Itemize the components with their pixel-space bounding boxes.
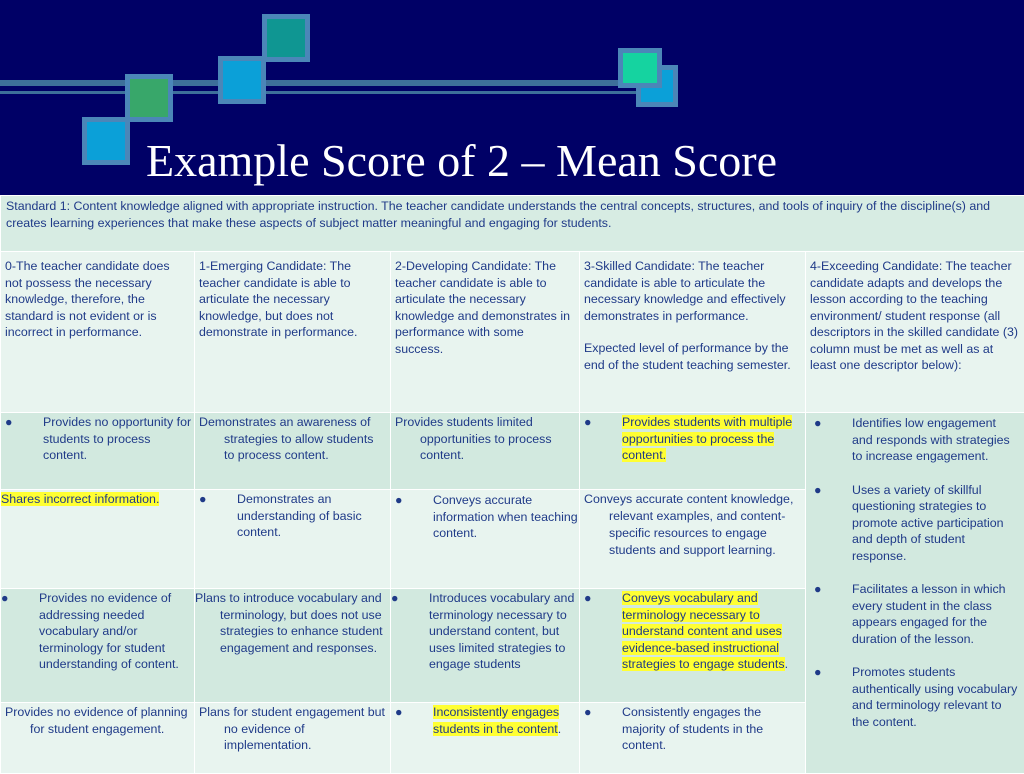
decor-square bbox=[262, 14, 310, 62]
level-0-header: 0-The teacher candidate does not possess the necessary knowledge, therefore, the standard is not evident or is incorrect in performance. bbox=[1, 252, 195, 413]
table-row bbox=[1, 413, 1024, 490]
r1-level-0 bbox=[1, 413, 195, 490]
level-4-header: 4-Exceeding Candidate: The teacher candidate adapts and develops the lesson according to the teaching environment/ student response (all descriptors in the skilled candidate (3) column must be met as well as at least one descriptor below): bbox=[806, 252, 1024, 413]
decor-line bbox=[0, 91, 660, 94]
bullet: ● bbox=[814, 664, 852, 730]
cell-text: Introduces vocabulary and terminology necessary to understand content, but uses limited strategies to engage students bbox=[429, 590, 579, 673]
r4-level-1 bbox=[195, 703, 391, 774]
r2-level-2 bbox=[391, 490, 580, 589]
exceeding-item: Identifies low engagement and responds with strategies to increase engagement. bbox=[852, 415, 1020, 465]
table-row bbox=[1, 196, 1024, 252]
r1-level-1 bbox=[195, 413, 391, 490]
decor-square bbox=[82, 117, 130, 165]
r2-level-3 bbox=[580, 490, 806, 589]
table-row bbox=[1, 252, 1024, 413]
r1-level-2 bbox=[391, 413, 580, 490]
r4-level-2 bbox=[391, 703, 580, 774]
cell-text: Provides no evidence of addressing needed vocabulary and/or terminology for student understanding of content. bbox=[39, 590, 194, 673]
bullet: ● bbox=[395, 704, 433, 737]
cell-text: Provides no opportunity for students to process content. bbox=[43, 414, 194, 464]
cell-text: Demonstrates an understanding of basic content. bbox=[237, 491, 390, 541]
bullet: ● bbox=[391, 590, 429, 673]
cell-text: Provides students with multiple opportunities to process the content. bbox=[622, 415, 792, 462]
cell-text: Provides no evidence of planning for student engagement. bbox=[5, 704, 190, 737]
bullet: ● bbox=[814, 581, 852, 647]
r4-level-3 bbox=[580, 703, 806, 774]
bullet: ● bbox=[584, 590, 622, 673]
r1-level-3 bbox=[580, 413, 806, 490]
slide-header bbox=[0, 0, 1024, 195]
bullet: ● bbox=[5, 414, 43, 464]
cell-text: Plans for student engagement but no evidence of implementation. bbox=[199, 704, 386, 754]
r3-level-1 bbox=[195, 589, 391, 703]
bullet: ● bbox=[199, 491, 237, 541]
r2-level-1 bbox=[195, 490, 391, 589]
r3-level-2 bbox=[391, 589, 580, 703]
bullet: ● bbox=[814, 482, 852, 565]
cell-text: Plans to introduce vocabulary and terminology, but does not use strategies to enhance student engagement and responses. bbox=[195, 590, 386, 656]
r3-level-3 bbox=[580, 589, 806, 703]
level-3-description: 3-Skilled Candidate: The teacher candidate is able to articulate the necessary knowledge and effectively demonstrates in performance. bbox=[584, 258, 801, 324]
bullet: ● bbox=[395, 492, 433, 542]
cell-text: Conveys accurate information when teaching content. bbox=[433, 492, 579, 542]
level-2-header: 2-Developing Candidate: The teacher candidate is able to articulate the necessary knowledge and demonstrates in performance with some success. bbox=[391, 252, 580, 413]
bullet: ● bbox=[584, 414, 622, 464]
decor-square bbox=[218, 56, 266, 104]
cell-text: Consistently engages the majority of students in the content. bbox=[622, 704, 805, 754]
bullet: ● bbox=[814, 415, 852, 465]
r4-level-0 bbox=[1, 703, 195, 774]
cell-text: Inconsistently engages students in the content bbox=[433, 705, 559, 736]
cell-text-end: . bbox=[558, 722, 561, 736]
decor-line bbox=[0, 80, 660, 86]
r2-level-0 bbox=[1, 490, 195, 589]
bullet: ● bbox=[1, 590, 39, 673]
slide-title: Example Score of 2 – Mean Score bbox=[146, 133, 777, 189]
expected-level-note: Expected level of performance by the end of the student teaching semester. bbox=[584, 340, 801, 373]
standard-description: Standard 1: Content knowledge aligned with appropriate instruction. The teacher candidate understands the central concepts, structures, and tools of inquiry of the discipline(s) and creates learning experiences that make these aspects of subject matter meaningful and engaging for students. bbox=[1, 196, 1024, 252]
cell-text: Provides students limited opportunities to process content. bbox=[395, 414, 575, 464]
r3-level-0 bbox=[1, 589, 195, 703]
bullet: ● bbox=[584, 704, 622, 754]
exceeding-item: Facilitates a lesson in which every student in the class appears engaged for the duration of the lesson. bbox=[852, 581, 1020, 647]
cell-text: Conveys accurate content knowledge, relevant examples, and content-specific resources to engage students and support learning. bbox=[584, 491, 801, 559]
level-1-header: 1-Emerging Candidate: The teacher candidate is able to articulate the necessary knowledge, but does not demonstrate in performance. bbox=[195, 252, 391, 413]
cell-text: Conveys vocabulary and terminology necessary to understand content and uses evidence-based instructional strategies to engage students bbox=[622, 591, 785, 671]
decor-square bbox=[618, 48, 662, 88]
rubric-table bbox=[0, 195, 1024, 774]
cell-text: Shares incorrect information. bbox=[1, 492, 159, 506]
cell-text: Demonstrates an awareness of strategies to allow students to process content. bbox=[199, 414, 386, 464]
cell-text-end: . bbox=[785, 657, 788, 671]
exceeding-item: Uses a variety of skillful questioning strategies to promote active participation and depth of student response. bbox=[852, 482, 1020, 565]
exceeding-item: Promotes students authentically using vocabulary and terminology relevant to the content. bbox=[852, 664, 1020, 730]
level-3-header bbox=[580, 252, 806, 413]
decor-square bbox=[125, 74, 173, 122]
exceeding-descriptors bbox=[806, 413, 1024, 774]
